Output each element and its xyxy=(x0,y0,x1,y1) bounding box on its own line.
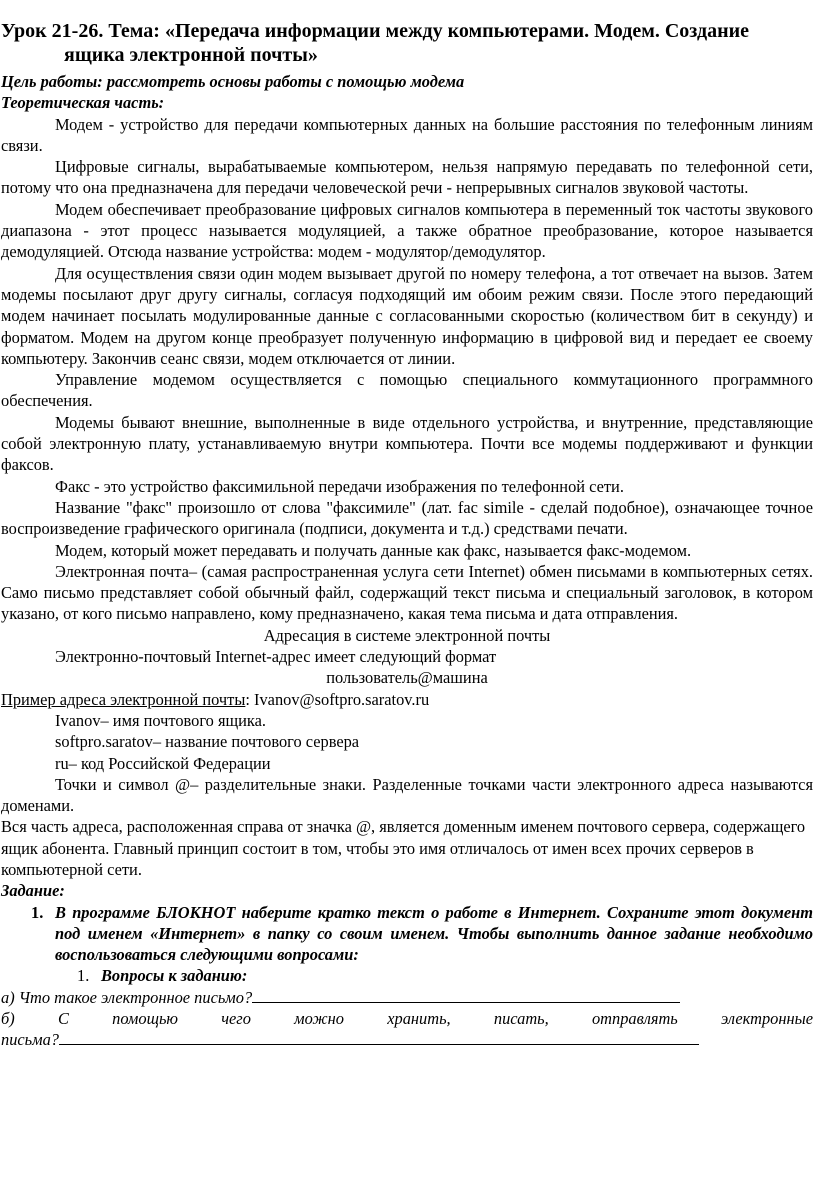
example-label: Пример адреса электронной почты xyxy=(1,689,246,709)
format-line: Электронно-почтовый Internet-адрес имеет следующий формат xyxy=(55,647,497,667)
answer-line-a[interactable] xyxy=(252,987,680,1003)
format-value: пользователь@машина xyxy=(326,668,488,688)
addressing-heading: Адресация в системе электронной почты xyxy=(263,625,551,645)
paragraph-connection: Для осуществления связи один модем вызывает другой по номеру телефона, а тот отвечает на вызов. Затем модемы посылают друг другу сигналы, согласуя подходящий им обоим режим связи. После этого передающий модем начинает посылать модулированные данные с согласованными скоростью (количеством бит в секунду) и форматом. Модем на другом конце преобразует полученную информацию в цифровой вид и передает ее своему компьютеру. Закончив сеанс связи, модем отключается от линии. xyxy=(1,263,813,368)
example-value: : Ivanov@softpro.saratov.ru xyxy=(245,689,430,709)
lesson-title xyxy=(1,0,813,67)
paragraph-modem-types: Модемы бывают внешние, выполненные в виде отдельного устройства, и внутренние, представляющие собой электронную плату, устанавливаемую внутри компьютера. Почти все модемы поддерживают и функции факсов. xyxy=(1,412,813,475)
address-part-country: ru– код Российской Федерации xyxy=(55,753,271,773)
paragraph-modem-definition: Модем - устройство для передачи компьютерных данных на большие расстояния по телефонным линиям связи. xyxy=(1,114,813,155)
paragraph-modulation: Модем обеспечивает преобразование цифровых сигналов компьютера в переменный ток частоты звукового диапазона - этот процесс называется модуляцией, а также обратное преобразование, которое называется демодуляцией. Отсюда название устройства: модем - модулятор/демодулятор. xyxy=(1,199,813,262)
questions-number: 1. xyxy=(77,966,90,986)
question-a-line xyxy=(1,987,813,1008)
task-text: В программе БЛОКНОТ наберите кратко текст о работе в Интернет. Сохраните этот документ под именем «Интернет» в папку со своим именем. Чтобы выполнить данное задание необходимо воспользоваться следующими вопросами: xyxy=(55,902,813,965)
paragraph-separators: Точки и символ @– разделительные знаки. Разделенные точками части электронного адреса называются доменами. xyxy=(1,774,813,816)
paragraph-email: Электронная почта– (самая распространенная услуга сети Internet) обмен письмами в компьютерных сетях. Само письмо представляет собой обычный файл, содержащий текст письма и специальный заголовок, в котором указано, от кого письмо направлено, кому предназначено, какая тема письма и дата отправления. xyxy=(1,561,813,624)
paragraph-control: Управление модемом осуществляется с помощью специального коммутационного программного обеспечения. xyxy=(1,370,813,411)
paragraph-fax-definition: Факс - это устройство факсимильной передачи изображения по телефонной сети. xyxy=(55,476,624,496)
questions-heading-line xyxy=(1,965,813,986)
paragraph-fax-name: Название "факс" произошло от слова "факсимиле" (лат. fac simile - сделай подобное), означающее точное воспроизведение графического оригинала (подписи, документа и т.д.) средствами печати. xyxy=(1,497,813,539)
answer-line-b[interactable] xyxy=(59,1029,699,1045)
question-b-line-2 xyxy=(1,1029,813,1050)
theory-heading: Теоретическая часть: xyxy=(1,93,165,113)
task-number: 1. xyxy=(31,902,44,922)
questions-heading: Вопросы к заданию: xyxy=(101,966,248,986)
goal-line: Цель работы: рассмотреть основы работы с помощью модема xyxy=(1,72,465,91)
address-part-mailbox: Ivanov– имя почтового ящика. xyxy=(55,710,266,730)
paragraph-fax-modem: Модем, который может передавать и получать данные как факс, называется факс-модемом. xyxy=(55,540,692,560)
example-address-line xyxy=(1,689,813,710)
task-item-1 xyxy=(1,902,813,966)
question-b-line-1: б) С помощью чего можно хранить, писать, отправлять электронные xyxy=(1,1009,813,1029)
title-line-2: ящика электронной почты» xyxy=(64,44,318,66)
question-a: а) Что такое электронное письмо? xyxy=(1,987,253,1007)
question-b-end: письма? xyxy=(1,1030,59,1050)
paragraph-digital-signals: Цифровые сигналы, вырабатываемые компьютером, нельзя напрямую передавать по телефонной сети, потому что она предназначена для передачи человеческой речи - непрерывных сигналов звуковой частоты. xyxy=(1,157,813,198)
paragraph-domain-name: Вся часть адреса, расположенная справа от значка @, является доменным именем почтового сервера, содержащего ящик абонента. Главный принцип состоит в том, чтобы это имя отличалось от имен всех прочих серверов в компьютерной сети. xyxy=(1,817,806,879)
title-line-1: Урок 21-26. Тема: «Передача информации между компьютерами. Модем. Создание xyxy=(1,20,749,42)
address-part-server: softpro.saratov– название почтового сервера xyxy=(55,732,360,752)
task-heading: Задание: xyxy=(1,881,65,901)
